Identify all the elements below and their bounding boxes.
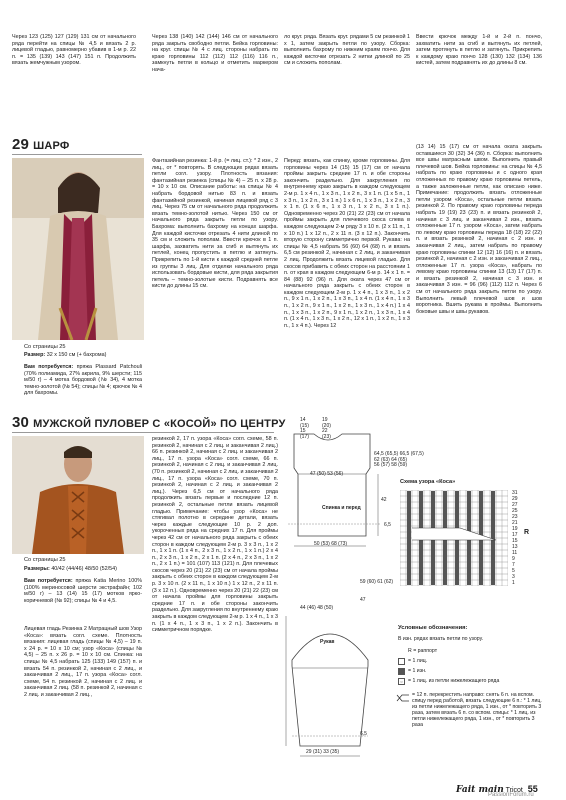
row-numbers — [512, 490, 518, 586]
length-labels — [374, 452, 424, 469]
divider — [12, 154, 142, 155]
dim-label: 62 (63) 64 (65) — [374, 456, 408, 463]
size-value: 32 x 150 см (+ бахрома) — [46, 352, 107, 358]
scarf-photo — [12, 158, 144, 340]
row-number: 27 — [512, 502, 518, 508]
hem-label: 6,5 — [384, 522, 391, 528]
width-label: 47 (50) 53 (56) — [310, 471, 344, 477]
dim-label: (23) — [322, 433, 331, 440]
row-number: 19 — [512, 526, 518, 532]
section-29-heading — [12, 136, 69, 153]
size-line — [24, 566, 142, 573]
row-number: 21 — [512, 520, 518, 526]
dim-label: 22 — [322, 428, 328, 434]
top-text-col1: Через 123 (125) 127 (129) 131 см от начального ряда перейти на спицы № 4,5 и вязать 2 р. лицевой гладью, равномерно убавив в 1-м р. 22 п. = 135 (139) 143 (147) 151 п. Продолжить вязать жемчужным узором. — [12, 34, 136, 67]
section-number: 29 — [12, 136, 30, 153]
section-number: 30 — [12, 414, 30, 431]
row-number: 25 — [512, 508, 518, 514]
side-length-label: 42 — [381, 497, 387, 503]
materials-block — [24, 364, 142, 397]
row-number: 31 — [512, 490, 518, 496]
armhole-depth-label — [322, 418, 331, 440]
cable-chart-grid — [400, 490, 510, 590]
row-number: 23 — [512, 514, 518, 520]
row-number: 3 — [512, 574, 515, 580]
materials-label: Вам потребуется: — [24, 578, 73, 584]
dim-label: (17) — [300, 433, 309, 440]
sleeve-hem-label: 6,5 — [360, 731, 367, 737]
size-line — [24, 352, 142, 359]
knit-below-symbol-icon: ○ — [398, 678, 405, 685]
legend-knit-below: = 1 лиц. из петли нижележащего ряда — [408, 678, 500, 684]
pullover-photo — [12, 436, 144, 554]
size-value: 40/42 (44/46) 48/50 (52/54) — [51, 566, 117, 572]
top-text-col2: Через 138 (140) 142 (144) 146 см от начального ряда закрыть свободно петли. Бейка горловины: на круг. спицы № 4 с лиц. стороны набрать по краю горловины 112 (112) 112 (116) 116 п., замкнуть петли в кольцо и отметить маркером нача- — [152, 34, 278, 73]
materials-label: Вам потребуется: — [24, 364, 74, 370]
magazine-name: Tricot — [505, 787, 523, 794]
legend-intro: В изн. рядах вязать петли по узору. — [398, 636, 484, 642]
legend-title: Условные обозначения: — [398, 625, 468, 631]
chart-title: Схема узора «Коса» — [400, 479, 456, 485]
legend-cable: = 12 п. перекрестить направо: снять 6 п. на вспом. спицу перед работой, вязать следующие 6 п.: * 1 лиц. из петли нижележащего ряда, 1 изн., от * повторить 3 раза, затем вязать 6 п. со вспом. спицы: * 1 лиц. из петли нижележащего ряда, 1 изн., от * повторить 3 раза — [412, 692, 542, 728]
photo-caption: Со страницы 25 — [24, 344, 66, 350]
dim-label: 56 (57) 58 (59) — [374, 462, 408, 468]
top-text-col4: Ввести крючок между 1-й и 2-й п. пончо, захватить нити за сгиб и вытянуть их петлей, затем протянуть в петлю и затянуть. Прикрепить к каждому краю пончо 128 (130) 132 (134) 136 кистей, затем подравнять их до длины 8 см. — [416, 34, 542, 67]
dim-label: 14 — [300, 417, 306, 423]
dim-label: (15) — [300, 422, 309, 429]
repeat-label: R — [524, 529, 530, 536]
bottom-width-label: 50 (53) 68 (73) — [314, 541, 348, 547]
divider — [12, 432, 274, 433]
row-number: 5 — [512, 568, 515, 574]
sleeve-label: Рукав — [320, 639, 335, 645]
size-label: Размеры: — [24, 566, 50, 572]
row-number: 11 — [512, 550, 518, 556]
neck-depth-label — [300, 418, 309, 440]
section-30-heading — [12, 414, 286, 431]
section-title: МУЖСКОЙ ПУЛОВЕР С «КОСОЙ» ПО ЦЕНТРУ — [33, 418, 286, 430]
sleeve-width-label: 44 (46) 48 (50) — [300, 605, 334, 611]
sec29-instructions: Фантазийная резинка: 1-й р. (= лиц. ст.): * 2 изн., 2 лиц., от * повторять. В следующих рядах вязать петли согл. узору. Плотность вязания: фантазийная резинка (спицы № 4) – 25 п. x 28 р. = 10 x 10 см. Описание работы: на спицы № 4 набрать бордовой нитью 83 п. и вязать фантазийной резинкой, начиная лицевой ряд с 3 лиц. Через 75 см от начального ряда продолжить вязать темно-золотой нитью. Через 150 см от начального ряда закрыть петли по узору. Бахрома: выполнить бахрому на концах шарфа. Для каждой кисточки отрезать 4 нити длиной по 35 см и сложить пополам. Ввести крючок в 1 п. шарфа, захватить нити за сгиб и вытянуть их петлей, конец пропустить в петлю и затянуть. Прикрепить по 1-й кисти к каждой средней петле из группы 3 лиц. Для отделки начального ряда использовать бордовые кисти, для ряда закрытия петель – темно-золотые кисти. Подравнять все кисти до длины 15 см. — [152, 158, 278, 290]
brand-logo: Fait main — [456, 785, 504, 795]
sec30-instructions-col1: Лицевая гладь Резинка 2 Матрацный шов Узор «Коса»: вязать согл. схеме. Плотность вязания: лицевая гладь (спицы № 4,5) – 19 п. x 24 р. = 10 x 10 см; узор «Коса» (спицы № 4,5) – 25 п. x 26 р. = 10 x 10 см. Спинка: на спицы № 4,5 набрать 125 (133) 149 (157) п. и вязать 54 п. резинкой 2, начиная с 2 лиц., и заканчивая 2 лиц., 17 п. узора «Коса» согл. схеме, 54 п. резинкой 2, начиная с 2 лиц. и заканчивая 2 лиц. (58 п. резинкой 2, начиная с 2 лиц. и заканчивая 2 лиц., — [24, 626, 142, 698]
materials-block — [24, 578, 142, 604]
row-number: 7 — [512, 562, 515, 568]
row-number: 13 — [512, 544, 518, 550]
row-number: 17 — [512, 532, 518, 538]
pattern-schematic — [284, 416, 398, 776]
dim-label: 15 — [300, 428, 306, 434]
sec30-instructions-col3: Перед: вязать, как спинку, кроме горловины. Для горловины через 14 (15) 15 (17) см от начала проймы закрыть средние 17 п. и обе стороны закончить раздельно. Для закругления по внутреннему краю закрыть в каждом следующем 2-м р. 1 x 4 п., 1 x 3 п., 1 x 2 п., 3 x 1 п. (1 x 5 п., 1 x 3 п., 1 x 2 п., 3 x 1 п.) 1 x 6 п., 1 x 3 п., 1 x 2 п., 3 x 1 п. (1 x 6 п., 1 x 3 п., 1 x 2 п., 3 x 1 п.). Одновременно через 20 (21) 22 (23) см от начала проймы закрыть для плечевого скоса слева в каждом следующем 2-м ряду 3 x 10 п. (2 x 11 п., 1 x 10 п.) 1 x 12 п., 2 x 11 п. (3 x 12 п.). Закончить вторую сторону симметрично первой. Рукава: на спицы № 4,5 набрать 56 (60) 64 (68) п. и вязать 6,5 см резинкой 2, начиная с 2 лиц. и заканчивая 2 лиц. Продолжить вязать лицевой гладью. Для скосов прибавить с обеих сторон на расстоянии 1 п. от края в каждом следующем 6-м р. 14 x 1 п. = 84 (88) 92 (96) п. Для оката через 47 см от начального ряда закрыть с обеих сторон в каждом следующем 2-м р. 1 x 4 п., 1 x 3 п., 1 x 2 п., 9 x 1 п., 1 x 2 п., 1 x 3 п., 1 x 4 п. (1 x 4 п., 1 x 3 п., 1 x 2 п., 9 x 1 п., 1 x 2 п., 1 x 3 п., 1 x 4 п.) 1 x 4 п., 1 x 3 п., 1 x 2 п., 9 x 1 п., 1 x 2 п., 1 x 3 п., 1 x 4 п. (1 x 4 п., 1 x 3 п., 1 x 2 п., 12 x 1 п., 1 x 2 п., 1 x 3 п., 1 x 4 п.). Через 12 — [284, 158, 410, 329]
sec30-instructions-col2: резинкой 2, 17 п. узора «Коса» согл. схеме, 58 п. резинкой 2, начиная с 2 лиц. и заканчивая 2 лиц.) 66 п. резинкой 2, начиная с 2 лиц. и заканчивая 2 лиц., 17 п. узора «Коса» согл. схеме, 66 п. резинкой 2, начиная с 2 лиц. и заканчивая 2 лиц. (70 п. резинкой 2, начиная с 2 лиц. и заканчивая 2 лиц., 17 п. узора «Коса» согл. схеме, 70 п. резинкой 2, начиная с 2 лиц. и заканчивая 2 лиц.). Через 6,5 см от начального ряда продолжить вязать первые и последние 12 п. резинкой 2, остальные петли вязать лицевой гладью. Примечание: чтобы узор «Коса» не стягивал полотно в середине детали, вязать через каждые следующие 10 р. 2 доп. укороченных ряда на средних 17 п. Для проймы через 42 см от начального ряда закрыть с обеих сторон в каждом следующем 2-м р. 3 x 3 п., 1 x 2 п., 1 x 1 п. (1 x 4 п., 2 x 3 п., 1 x 2 п., 1 x 1 п.) 2 x 4 п., 2 x 3 п., 1 x 2 п., 2 x 1 п. (2 x 4 п., 2 x 3 п., 1 x 2 п., 2 x 1 п.) = 101 (107) 113 (121) п. Для плечевых скосов через 20 (21) 22 (23) см от начала проймы закрыть с обеих сторон в каждом следующем 2-м р. 3 x 10 п. (2 x 11 п., 1 x 10 п.) 1 x 12 п., 2 x 11 п. (3 x 12 п.). Одновременно через 20 (21) 22 (23) см от начала проймы для горловины закрыть средние 17 п. и обе стороны закончить раздельно. Для закругления по внутреннему краю закрыть в каждом следующем 2-м р. 1 x 4 п., 1 x 3 п. (1 x 4 п., 1 x 3 п., 1 x 2 п.). Закончить в симметричном порядке. — [152, 436, 278, 634]
dim-label: 19 — [322, 417, 328, 423]
section-title: ШАРФ — [33, 140, 70, 152]
cuff-width-label: 29 (31) 33 (35) — [306, 749, 340, 755]
top-text-col3: ло круг. ряда. Вязать круг. рядами 5 см резинкой 1 х 1, затем закрыть петли по узору. Сборка: выполнить бахрому по нижним краям пончо. Для каждой кисточки отрезать 2 нитки длиной по 25 см и сложить пополам. — [284, 34, 410, 67]
dim-label: 64,5 (65,5) 66,5 (67,5) — [374, 451, 424, 457]
photo-caption: Со страницы 25 — [24, 557, 66, 563]
row-number: 1 — [512, 580, 515, 586]
cap-start-label: 47 — [360, 597, 366, 603]
sec30-instructions-col4: (13 14) 15 (17) см от начала оката закрыть оставшиеся 30 (32) 34 (36) п. Сборка: выполнить все швы матрасным швом. Выполнить правый плечевой шов. Бейка горловины: на спицы № 4,5 набрать по краю горловины и с одного края отложенных по правому краю горловины петель, а также заложенные петли, как описано ниже. Примечание: продолжить вязать отложенные петли узором «Коса», остальные петли вязать резинкой 2. По правому краю горловины переда набрать 19 (19) 23 (23) п. и вязать резинкой 2, начиная с 3 лиц. и заканчивая 2 изн., вязать отложенные 17 п. узором «Коса», затем набрать по левому краю горловины переда 18 (18) 22 (22) п. и вязать резинкой 2, начиная с 2 изн. и заканчивая 2 лиц., затем набрать по правому краю горловины спинки 12 (12) 16 (16) п. и вязать резинкой 2, начиная с 2 изн. и заканчивая 2 лиц., отложенные 17 п. узора «Коса», набрать по левому краю горловины спинки 13 (13) 17 (17) п. и вязать резинкой 2, начиная с 3 изн. и заканчивая 3 изн. = 96 (96) (112) 112 п. Через 6 см от начального ряда закрыть петли по узору. Выполнить левый плечевой шов и шов воротника. Вшить рукава в проймы. Выполнить боковые швы и швы рукавов. — [416, 144, 542, 315]
piece-label: Спинка и перед — [322, 505, 361, 511]
watermark: PassionForum.ru — [488, 792, 534, 798]
row-number: 15 — [512, 538, 518, 544]
legend-knit: = 1 лиц. — [408, 658, 428, 664]
page-number: 55 — [527, 784, 538, 794]
materials-text: пряжа Katia Merino 100% (100% мериносовой шерсти экстрафайн; 102 м/50 г) – 13 (14) 15 (17) мотков ярко-коричневой (№ 92); спицы № 4 и 4,5. — [24, 578, 142, 604]
materials-text: пряжа Plassard Patchouli (70% полиамида, 27% акрила, 9% шерсти; 115 м/50 г) – 4 мотка бордовой (№ 34), 4 мотка темно-золотой (№ 54); спицы № 4; крючок № 4 для бахромы. — [24, 364, 142, 397]
row-number: 29 — [512, 496, 518, 502]
row-number: 9 — [512, 556, 515, 562]
knit-symbol-icon — [398, 658, 405, 665]
sleeve-length-label: 59 (60) 61 (62) — [360, 579, 394, 585]
cable-cross-symbol-icon — [396, 694, 410, 702]
size-label: Размер: — [24, 352, 46, 358]
legend-repeat: R = раппорт — [408, 648, 438, 654]
dim-label: (20) — [322, 422, 331, 429]
legend-purl: = 1 изн. — [408, 668, 427, 674]
purl-symbol-icon — [398, 668, 405, 675]
